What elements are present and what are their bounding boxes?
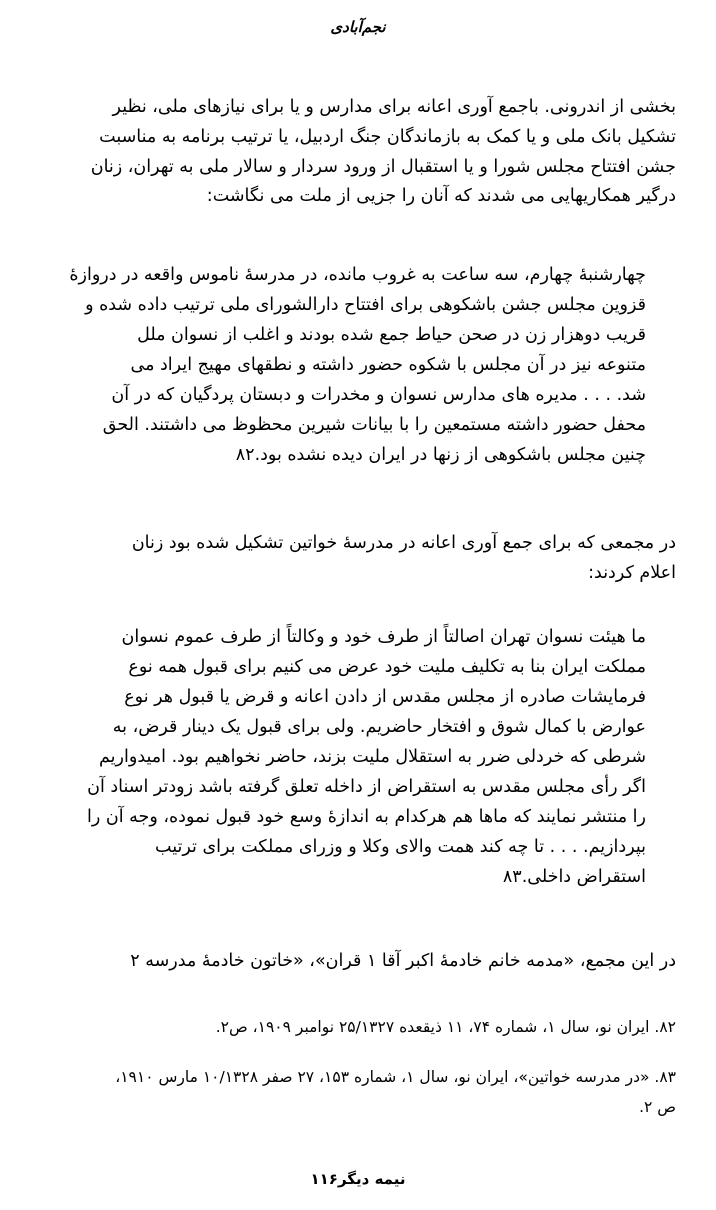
paragraph-1-line-2: تشکیل بانک ملی و یا کمک به بازماندگان جنگ اردبیل، یا ترتیب برنامه به مناسبت — [99, 127, 676, 147]
quote-1-line-2: قزوین مجلس جشن باشکوهی برای افتتاح دارالشورای ملی ترتیب داده شده و — [85, 295, 646, 315]
quote-2-line-9: استقراض داخلی.۸۳ — [502, 867, 646, 887]
quote-2-line-2: مملکت ایران بنا به تکلیف ملیت خود عرض می کنیم برای قبول همه نوع — [128, 657, 646, 677]
quote-2-line-7: را منتشر نمایند که ماها هم هرکدام به اندازهٔ وسع خود قبول نموده، وجه آن را — [86, 807, 646, 827]
quote-2-line-5: شرطی که خردلی ضرر به استقلال ملیت بزند، حاضر نخواهیم بود. امیدواریم — [99, 747, 646, 767]
paragraph-1-line-1: بخشی از اندرونی. باجمع آوری اعانه برای مدارس و یا برای نیازهای ملی، نظیر — [112, 97, 676, 117]
quote-1-line-7: چنین مجلس باشکوهی از زنها در ایران دیده نشده بود.۸۲ — [235, 445, 646, 465]
paragraph-1-line-3: جشن افتتاح مجلس شورا و یا استقبال از ورود سردار و سالار ملی به تهران، زنان — [90, 157, 676, 177]
quote-1-line-6: محفل حضور داشته مستمعین را با بیانات شیرین محظوظ می داشتند. الحق — [102, 415, 646, 435]
running-head: نجم‌آبادی — [330, 18, 386, 36]
quote-1-line-4: متنوعه نیز در آن مجلس با شکوه حضور داشته و نطقهای مهیج ایراد می — [130, 355, 646, 375]
page-footer: نیمه دیگر۱۱۶ — [310, 1170, 406, 1188]
paragraph-2-line-1: در مجمعی که برای جمع آوری اعانه در مدرسهٔ خواتین تشکیل شده بود زنان — [131, 533, 676, 553]
quote-2-line-8: بپردازیم. . . . تا چه کند همت والای وکلا و وزرای مملکت برای ترتیب — [155, 837, 646, 857]
quote-2-line-1: ما هیئت نسوان تهران اصالتاً از طرف خود و وکالتاً از طرف عموم نسوان — [121, 627, 646, 647]
footnote-83-line-2: ص ۲. — [639, 1098, 676, 1116]
footnote-82: ۸۲. ایران نو، سال ۱، شماره ۷۴، ۱۱ ذیقعده ۲۵/۱۳۲۷ نوامبر ۱۹۰۹، ص۲. — [215, 1018, 676, 1036]
quote-1-line-3: قریب دوهزار زن در صحن حیاط جمع شده بودند و اغلب از نسوان ملل — [137, 325, 646, 345]
quote-2-line-3: فرمایشات صادره از مجلس مقدس از دادن اعانه و قرض یا قبول هر نوع — [124, 687, 646, 707]
quote-1-line-5: شد. . . . مدیره های مدارس نسوان و مخدرات و دبستان پردگیان که در آن — [111, 385, 646, 405]
quote-1-line-1: چهارشنبهٔ چهارم، سه ساعت به غروب مانده، در مدرسهٔ ناموس واقعه در دروازهٔ — [69, 265, 646, 285]
paragraph-3-line-1: در این مجمع، «مدمه خانم خادمهٔ اکبر آقا ۱ قران»، «خاتون خادمهٔ مدرسه ۲ — [130, 951, 676, 971]
quote-2-line-4: عوارض با کمال شوق و افتخار حاضریم. ولی برای قبول یک دینار قرض، به — [112, 717, 646, 737]
paragraph-2-line-2: اعلام کردند: — [588, 563, 676, 583]
paragraph-1-line-4: درگیر همکاریهایی می شدند که آنان را جزیی از ملت می نگاشت: — [206, 186, 676, 206]
footnote-83-line-1: ۸۳. «در مدرسه خواتین»، ایران نو، سال ۱، شماره ۱۵۳، ۲۷ صفر ۱۰/۱۳۲۸ مارس ۱۹۱۰، — [115, 1068, 676, 1086]
quote-2-line-6: اگر رأی مجلس مقدس به استقراض از داخله تعلق گرفته باشد زودتر اسناد آن — [87, 777, 646, 797]
